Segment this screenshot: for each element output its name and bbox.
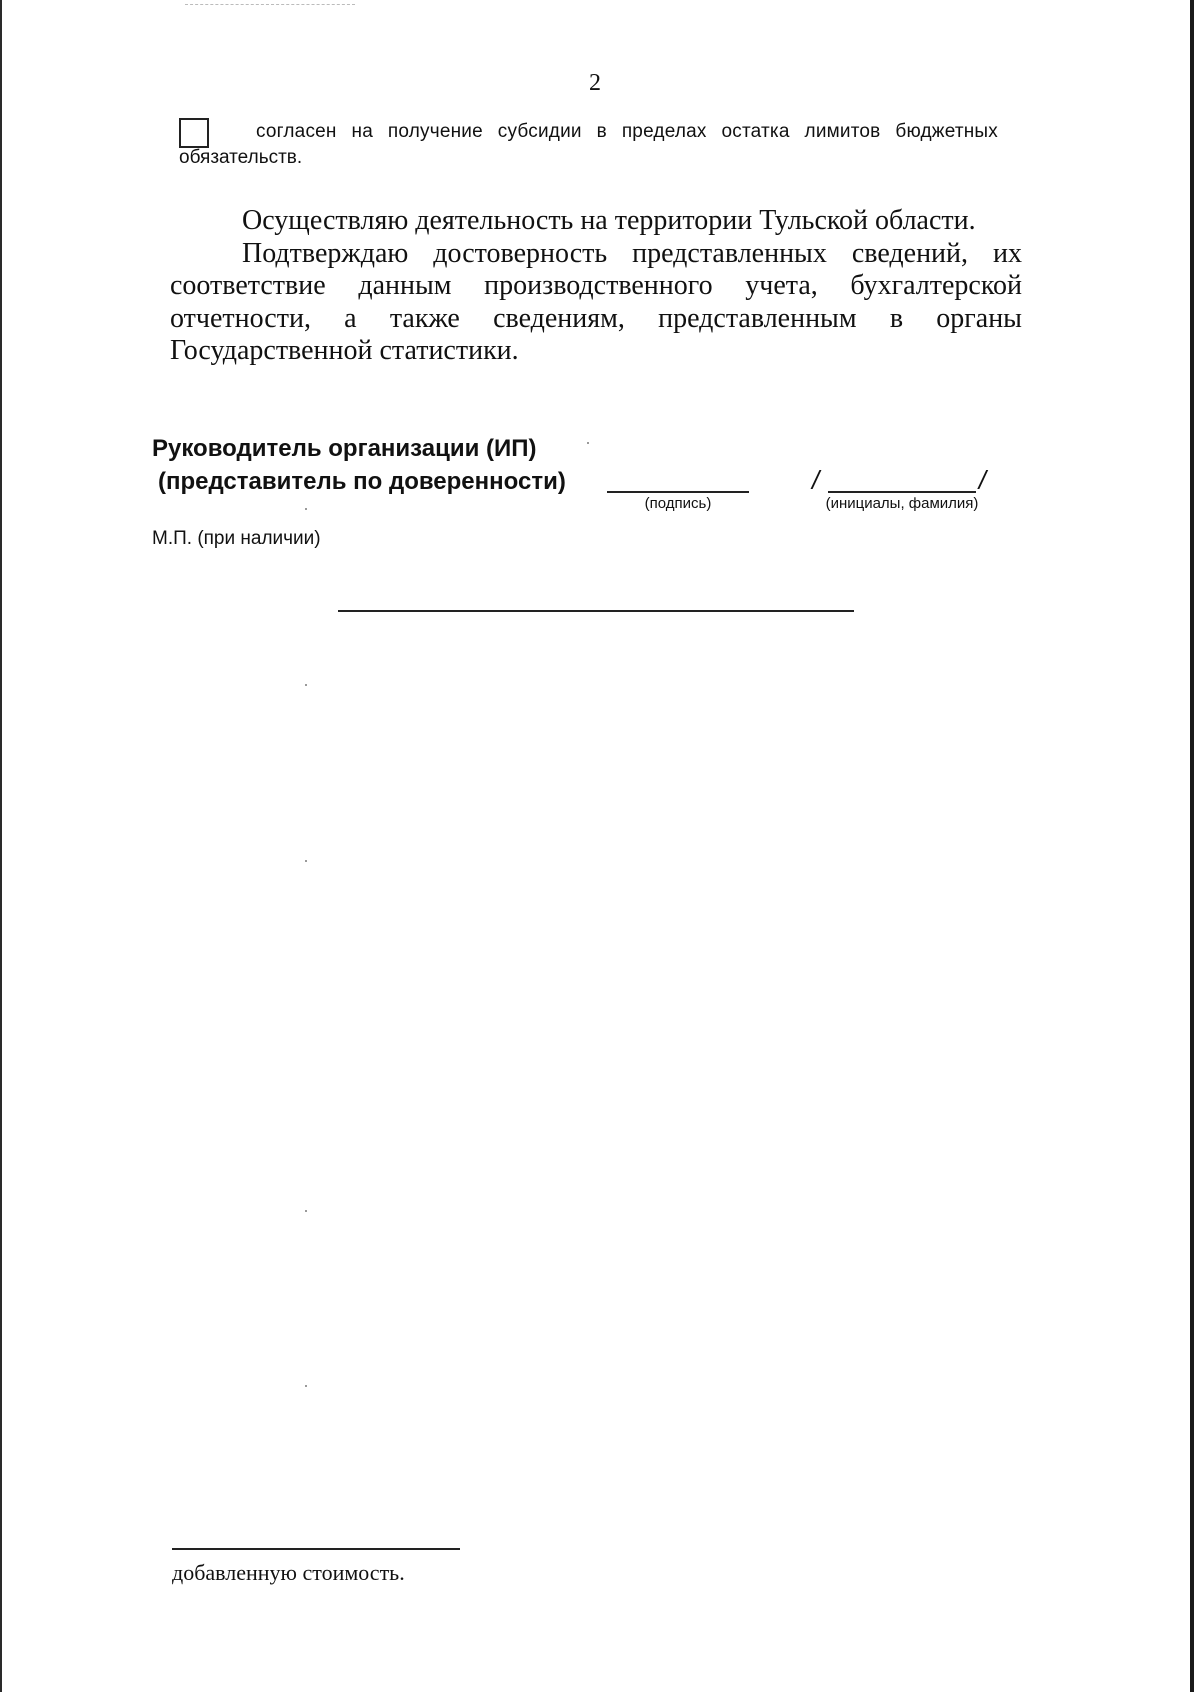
statement-block: [170, 205, 1022, 368]
consent-text-line2: обязательств.: [179, 147, 303, 168]
name-slash-right: /: [978, 465, 986, 495]
name-rule: [828, 491, 976, 493]
scan-speck: [305, 508, 307, 510]
stamp-note: М.П. (при наличии): [152, 528, 321, 549]
signer-title: [152, 432, 566, 498]
scan-edge-left: [0, 0, 2, 1692]
scan-speck: [305, 1210, 307, 1212]
scan-speck: [305, 860, 307, 862]
page-number: 2: [589, 70, 601, 96]
scan-speck: [305, 1385, 307, 1387]
signature-caption: (подпись): [644, 495, 712, 512]
signer-title-line1: Руководитель организации (ИП): [152, 435, 537, 462]
name-field[interactable]: [812, 465, 986, 495]
scan-speck: [587, 442, 589, 444]
name-caption: (инициалы, фамилия): [825, 495, 979, 512]
name-slash-left: /: [812, 465, 820, 495]
confirmation-statement: Подтверждаю достоверность представленных сведений, их соответствие данным производственного учета, бухгалтерской отчетности, а также сведениям, представленным в органы Государственной статистики.: [170, 237, 1022, 366]
scan-edge-right: [1190, 0, 1194, 1692]
scan-speck: [305, 684, 307, 686]
section-separator: [338, 610, 854, 612]
signature-line[interactable]: [607, 491, 749, 493]
signer-title-line2: (представитель по доверенности): [158, 468, 566, 495]
consent-checkbox[interactable]: [179, 118, 209, 148]
consent-text-line1: согласен на получение субсидии в пределах остатка лимитов бюджетных: [256, 121, 998, 142]
scan-mark: [185, 4, 355, 6]
territory-statement: Осуществляю деятельность на территории Тульской области.: [242, 205, 976, 236]
footnote-separator: [172, 1548, 460, 1550]
footnote-text: добавленную стоимость.: [172, 1560, 405, 1585]
